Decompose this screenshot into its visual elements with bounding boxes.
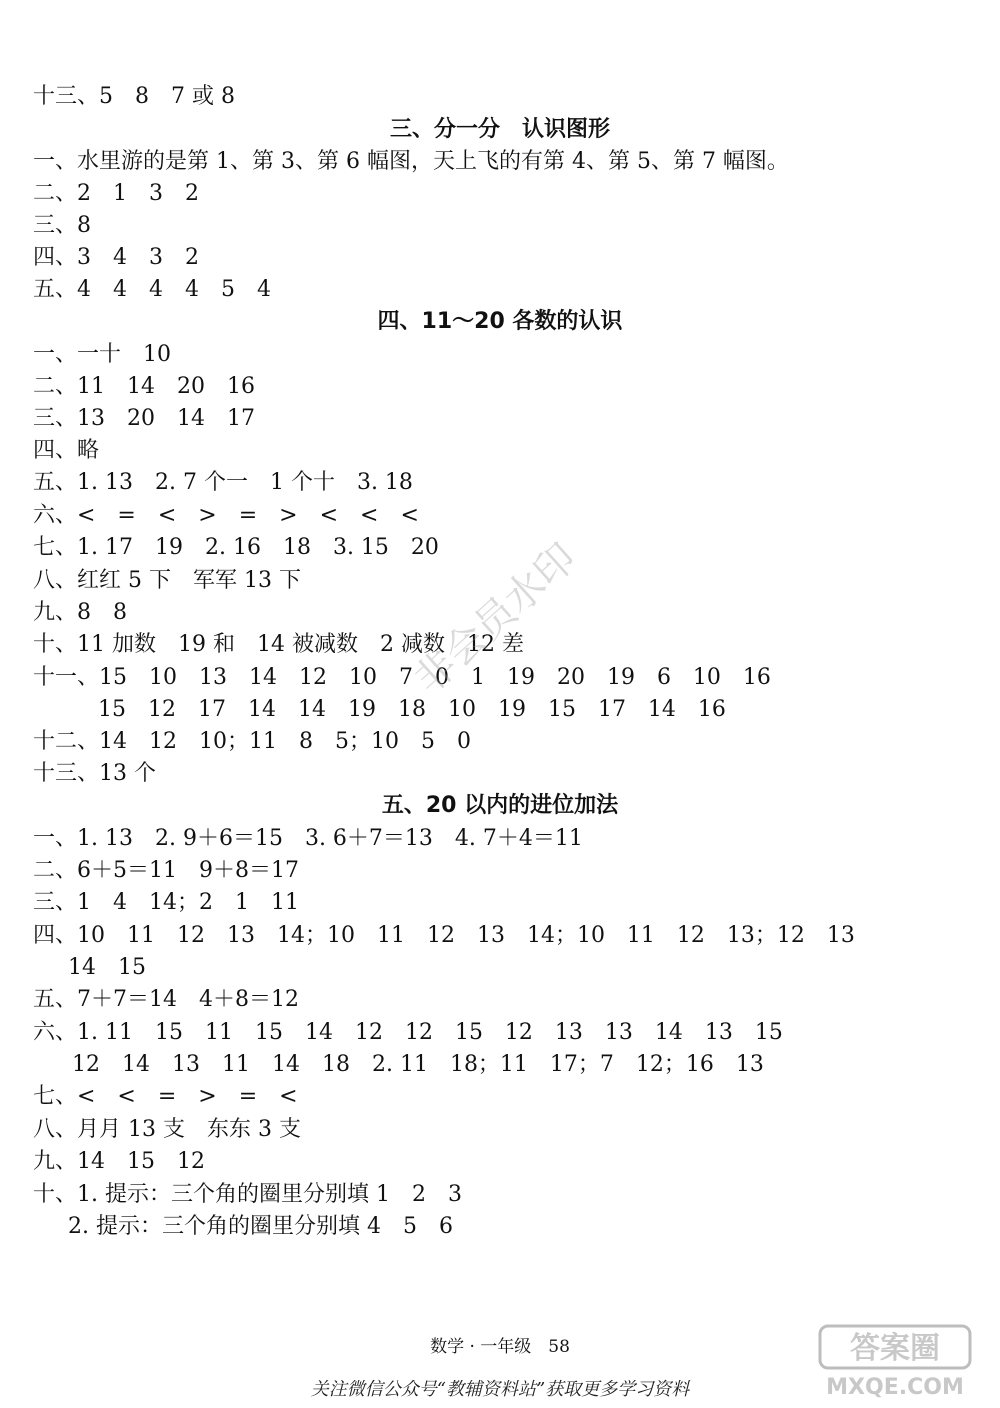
- answer-line: 十二、14 12 10；11 8 5；10 5 0: [33, 729, 471, 754]
- answer-line: 一、1. 13 2. 9＋6＝15 3. 6＋7＝13 4. 7＋4＝11: [33, 826, 583, 851]
- answer-line: 十、1. 提示：三个角的圈里分别填 1 2 3: [33, 1182, 462, 1207]
- promo-note: 关注微信公众号“教辅资料站”获取更多学习资料: [310, 1379, 690, 1400]
- answer-line: 九、14 15 12: [33, 1149, 205, 1174]
- answer-line: 六、1. 11 15 11 15 14 12 12 15 12 13 13 14 13 15: [33, 1020, 783, 1045]
- answer-line-continued: 14 15: [68, 955, 146, 980]
- answer-line: 十、11 加数 19 和 14 被减数 2 减数 12 差: [33, 632, 524, 657]
- answer-line: 一、水里游的是第 1、第 3、第 6 幅图，天上飞的有第 4、第 5、第 7 幅图。: [33, 149, 789, 174]
- answer-line: 七、1. 17 19 2. 16 18 3. 15 20: [33, 535, 439, 560]
- svg-text:答案圈: 答案圈: [850, 1331, 940, 1366]
- answer-line: 三、1 4 14；2 1 11: [33, 890, 299, 915]
- answer-line-continued: 2. 提示：三个角的圈里分别填 4 5 6: [68, 1214, 453, 1239]
- mxqe-logo: [810, 1322, 990, 1402]
- answer-line: 九、8 8: [33, 600, 127, 625]
- answer-line: 五、1. 13 2. 7 个一 1 个十 3. 18: [33, 470, 413, 495]
- section-heading: 五、20 以内的进位加法: [381, 793, 619, 818]
- section-heading: 四、11～20 各数的认识: [377, 309, 623, 334]
- answer-line: 八、月月 13 支 东东 3 支: [33, 1117, 301, 1142]
- answer-line: 二、2 1 3 2: [33, 181, 199, 206]
- watermark-text: 非会员水印: [406, 534, 586, 703]
- answer-line: 十三、5 8 7 或 8: [33, 84, 235, 109]
- answer-line: 三、13 20 14 17: [33, 406, 255, 431]
- answer-line: 一、一十 10: [33, 342, 171, 367]
- answer-line: 八、红红 5 下 军军 13 下: [33, 568, 301, 593]
- svg-text:MXQE.COM: MXQE.COM: [826, 1375, 964, 1400]
- answer-line: 五、4 4 4 4 5 4: [33, 277, 271, 302]
- section-heading: 三、分一分 认识图形: [389, 117, 610, 142]
- answer-line-continued: 15 12 17 14 14 19 18 10 19 15 17 14 16: [98, 697, 726, 722]
- page-footer: 数学 · 一年级 58: [430, 1337, 570, 1357]
- answer-line: 五、7＋7＝14 4＋8＝12: [33, 987, 299, 1012]
- answer-line: 三、8: [33, 213, 91, 238]
- answer-line: 七、< < = > = <: [33, 1084, 298, 1109]
- answer-line: 六、< = < > = > < < <: [33, 503, 419, 528]
- answer-line: 四、略: [33, 438, 100, 463]
- answer-line: 二、6＋5＝11 9＋8＝17: [33, 858, 299, 883]
- answer-line: 二、11 14 20 16: [33, 374, 255, 399]
- answer-line: 四、3 4 3 2: [33, 245, 199, 270]
- answer-line: 十三、13 个: [33, 761, 156, 786]
- answer-line: 十一、15 10 13 14 12 10 7 0 1 19 20 19 6 10 16: [33, 665, 771, 690]
- answer-line: 四、10 11 12 13 14；10 11 12 13 14；10 11 12 13；12 13: [33, 923, 855, 948]
- answer-line-continued: 12 14 13 11 14 18 2. 11 18；11 17；7 12；16 13: [72, 1052, 764, 1077]
